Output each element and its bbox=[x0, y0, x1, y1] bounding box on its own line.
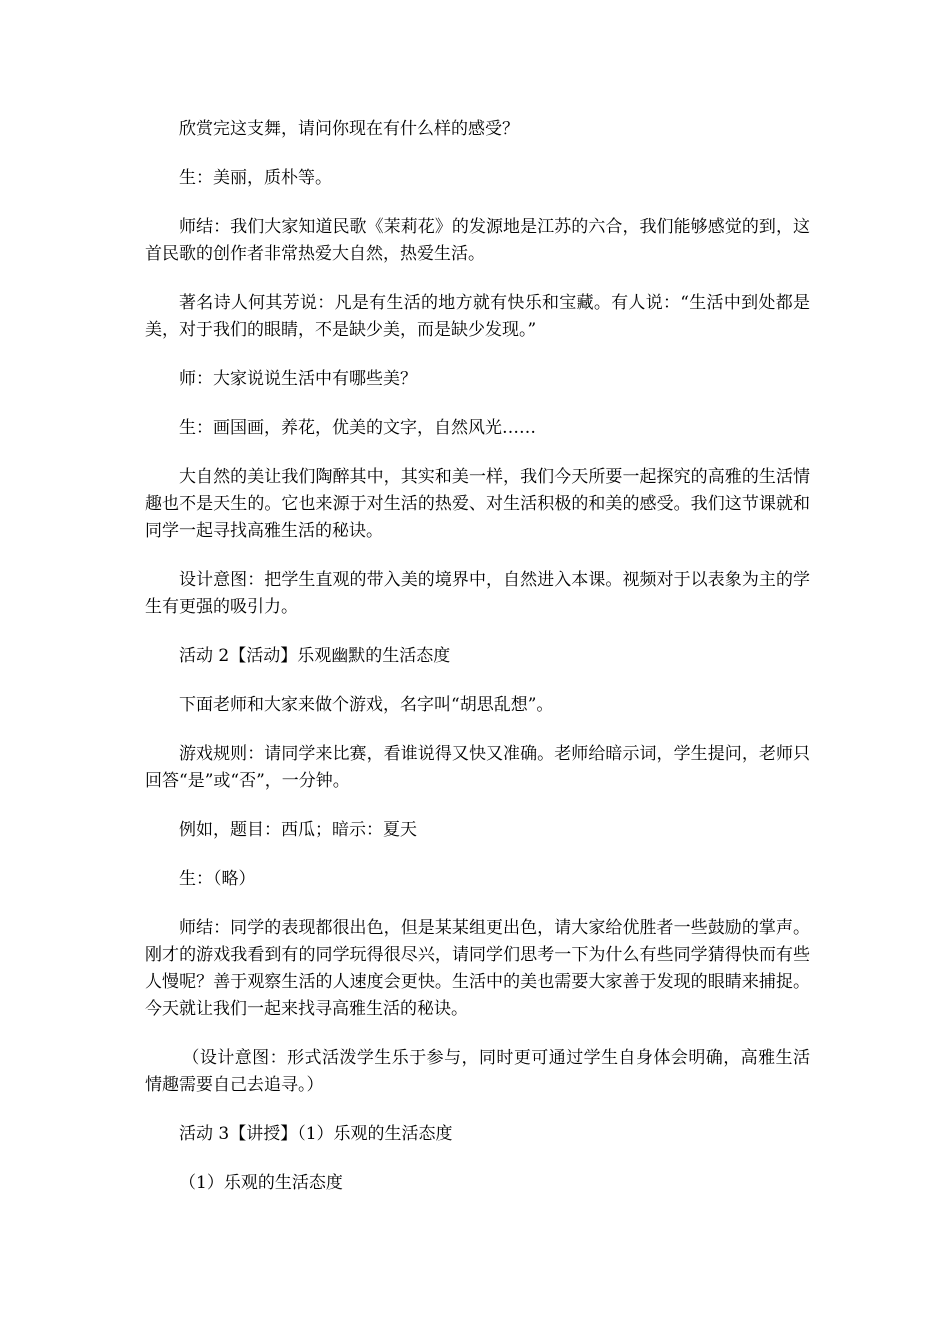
paragraph-question: 欣赏完这支舞，请问你现在有什么样的感受？ bbox=[179, 119, 519, 139]
paragraph-game-rules: 游戏规则：请同学来比赛，看谁说得又快又准确。老师给暗示词，学生提问，老师只回答“是”或“否”，一分钟。 bbox=[145, 744, 810, 791]
paragraph-game-intro: 下面老师和大家来做个游戏，名字叫“胡思乱想”。 bbox=[179, 695, 554, 715]
paragraph-quote: 著名诗人何其芳说：凡是有生活的地方就有快乐和宝藏。有人说：“生活中到处都是美，对于我们的眼睛，不是缺少美，而是缺少发现。” bbox=[145, 293, 810, 340]
paragraph-example: 例如，题目：西瓜；暗示：夏天 bbox=[179, 820, 417, 840]
paragraph-teacher-summary: 师结：我们大家知道民歌《茉莉花》的发源地是江苏的六合，我们能够感觉的到，这首民歌的创作者非常热爱大自然，热爱生活。 bbox=[145, 217, 810, 264]
paragraph-teacher-conclusion: 师结：同学的表现都很出色，但是某某组更出色，请大家给优胜者一些鼓励的掌声。刚才的游戏我看到有的同学玩得很尽兴，请同学们思考一下为什么有些同学猜得快而有些人慢呢？善于观察生活的人速度会更快。生活中的美也需要大家善于发现的眼睛来捕捉。今天就让我们一起来找寻高雅生活的秘诀。 bbox=[145, 918, 810, 1019]
paragraph-student-omitted: 生：（略） bbox=[179, 869, 256, 889]
paragraph-student-examples: 生：画国画，养花，优美的文字，自然风光…… bbox=[179, 418, 536, 438]
document-body bbox=[145, 116, 810, 1219]
paragraph-design-intent-1: 设计意图：把学生直观的带入美的境界中，自然进入本课。视频对于以表象为主的学生有更强的吸引力。 bbox=[145, 570, 810, 617]
paragraph-nature-beauty: 大自然的美让我们陶醉其中，其实和美一样，我们今天所要一起探究的高雅的生活情趣也不是天生的。它也来源于对生活的热爱、对生活积极的和美的感受。我们这节课就和同学一起寻找高雅生活的秘诀。 bbox=[145, 467, 810, 541]
heading-activity-3: 活动 3【讲授】（1）乐观的生活态度 bbox=[179, 1124, 453, 1144]
heading-activity-2: 活动 2【活动】乐观幽默的生活态度 bbox=[179, 646, 451, 666]
paragraph-student-answer: 生：美丽，质朴等。 bbox=[179, 168, 332, 188]
paragraph-teacher-question: 师：大家说说生活中有哪些美？ bbox=[179, 369, 417, 389]
paragraph-design-intent-2: （设计意图：形式活泼学生乐于参与，同时更可通过学生自身体会明确，高雅生活情趣需要自己去追寻。） bbox=[145, 1048, 810, 1095]
subheading-optimistic-attitude: （1）乐观的生活态度 bbox=[179, 1173, 343, 1193]
